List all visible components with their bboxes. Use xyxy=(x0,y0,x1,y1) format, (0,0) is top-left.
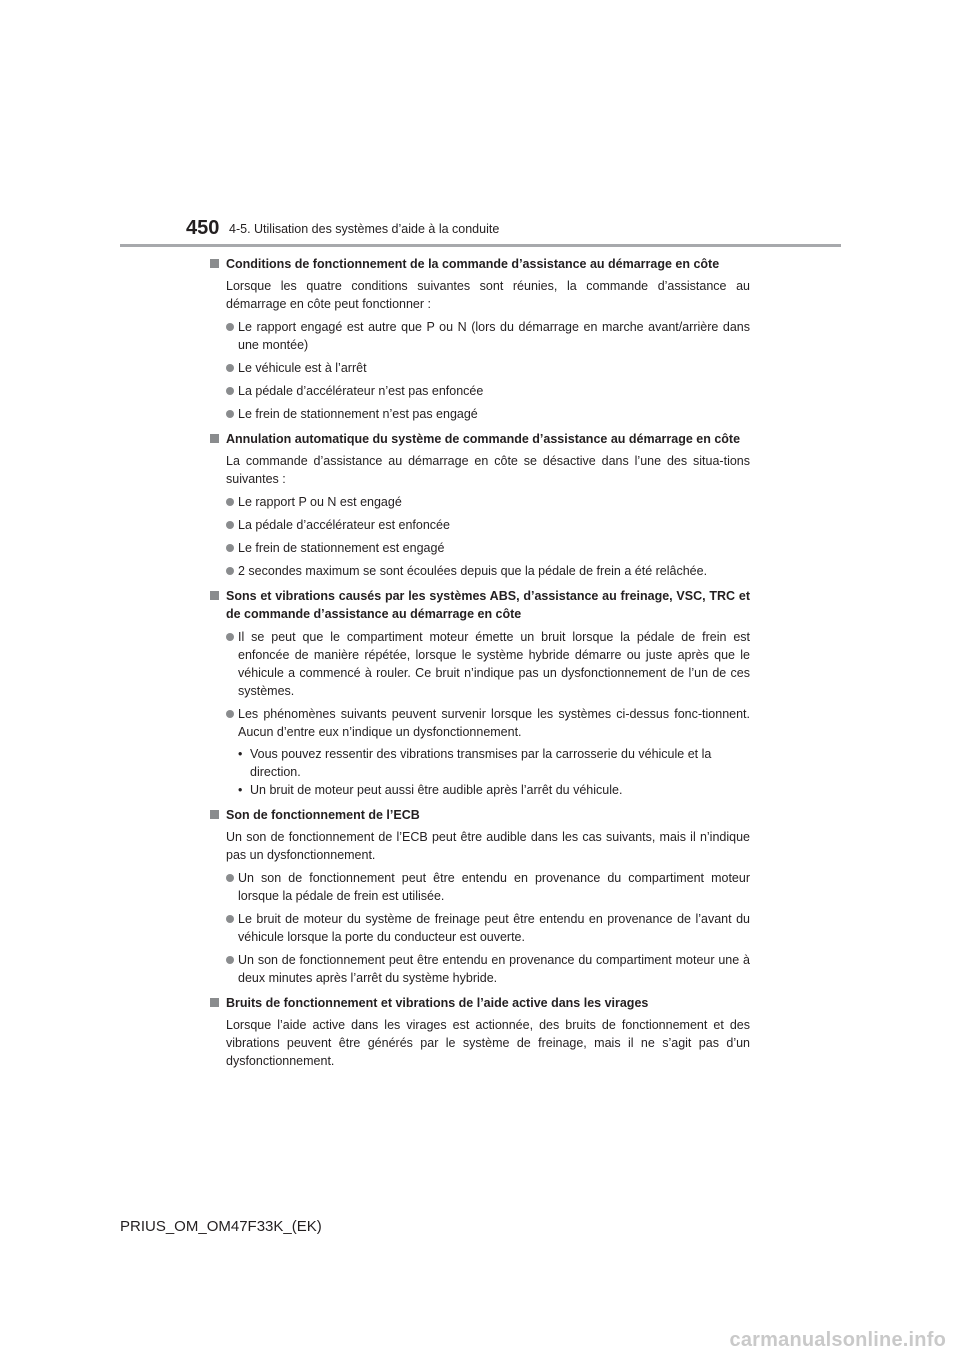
list-item-text: La pédale d’accélérateur n’est pas enfoncée xyxy=(238,384,484,398)
watermark: carmanualsonline.info xyxy=(729,1329,946,1351)
list-item xyxy=(226,869,750,905)
list-item xyxy=(226,382,750,400)
list-item-text: Le bruit de moteur du système de freinage peut être entendu en provenance de l’avant du véhicule lorsque la porte du conducteur est ouverte. xyxy=(238,912,750,944)
list-item-text: Un son de fonctionnement peut être entendu en provenance du compartiment moteur lorsque la pédale de frein est utilisée. xyxy=(238,871,750,903)
list-item xyxy=(226,705,750,741)
round-bullet-icon xyxy=(226,915,234,923)
list-item-text: Il se peut que le compartiment moteur émette un bruit lorsque la pédale de frein est enfoncée de manière répétée, lorsque le système hybride démarre ou juste après que le véhicule a commencé à rouler. Ce bruit n’indique pas un dysfonctionnement de l’un de ces systèmes. xyxy=(238,630,750,698)
square-bullet-icon xyxy=(210,259,219,268)
section-automatic-cancellation xyxy=(208,430,750,580)
round-bullet-icon xyxy=(226,498,234,506)
section-ecb-sound xyxy=(208,806,750,987)
list-item xyxy=(226,318,750,354)
round-bullet-icon xyxy=(226,323,234,331)
list-item xyxy=(226,910,750,946)
list-item-text: Le rapport engagé est autre que P ou N (lors du démarrage en marche avant/arrière dans une montée) xyxy=(238,320,750,352)
section-title: Son de fonctionnement de l’ECB xyxy=(226,808,420,822)
section-active-cornering-assist xyxy=(208,994,750,1070)
page-content xyxy=(208,255,750,1070)
chapter-title: 4-5. Utilisation des systèmes d’aide à la conduite xyxy=(229,222,500,236)
list-item xyxy=(226,562,750,580)
round-bullet-icon xyxy=(226,874,234,882)
list-item xyxy=(226,628,750,700)
list-item xyxy=(226,405,750,423)
list-item xyxy=(226,516,750,534)
square-bullet-icon xyxy=(210,434,219,443)
round-bullet-icon xyxy=(226,544,234,552)
header-rule xyxy=(120,244,841,247)
section-sounds-and-vibrations xyxy=(208,587,750,799)
list-item-text: Un son de fonctionnement peut être entendu en provenance du compartiment moteur une à deux minutes après l’arrêt du système hybride. xyxy=(238,953,750,985)
list-item xyxy=(226,539,750,557)
round-bullet-icon xyxy=(226,410,234,418)
round-bullet-icon xyxy=(226,633,234,641)
section-intro: Lorsque l’aide active dans les virages est actionnée, des bruits de fonctionnement et des vibrations peuvent être générés par le système de freinage, mais il ne s’agit pas d’un dysfonctionnement. xyxy=(226,1018,750,1068)
sub-list-item-text: Un bruit de moteur peut aussi être audible après l’arrêt du véhicule. xyxy=(250,783,623,797)
section-intro: La commande d’assistance au démarrage en côte se désactive dans l’une des situa-tions suivantes : xyxy=(226,454,750,486)
list-item xyxy=(226,493,750,511)
section-intro: Lorsque les quatre conditions suivantes sont réunies, la commande d’assistance au démarrage en côte peut fonctionner : xyxy=(226,279,750,311)
round-bullet-icon xyxy=(226,956,234,964)
list-item-text: 2 secondes maximum se sont écoulées depuis que la pédale de frein a été relâchée. xyxy=(238,564,708,578)
section-title: Annulation automatique du système de commande d’assistance au démarrage en côte xyxy=(226,432,741,446)
dot-bullet-icon: • xyxy=(238,783,243,797)
round-bullet-icon xyxy=(226,567,234,575)
round-bullet-icon xyxy=(226,364,234,372)
list-item-text: La pédale d’accélérateur est enfoncée xyxy=(238,518,450,532)
square-bullet-icon xyxy=(210,810,219,819)
dot-bullet-icon: • xyxy=(238,747,243,761)
sub-list-item xyxy=(226,781,750,799)
section-title: Sons et vibrations causés par les systèmes ABS, d’assistance au freinage, VSC, TRC et de commande d’assistance au démarrage en côte xyxy=(226,589,750,621)
list-item xyxy=(226,951,750,987)
round-bullet-icon xyxy=(226,521,234,529)
list-item-text: Le rapport P ou N est engagé xyxy=(238,495,402,509)
page-number: 450 xyxy=(186,217,220,239)
document-code: PRIUS_OM_OM47F33K_(EK) xyxy=(120,1218,322,1235)
round-bullet-icon xyxy=(226,710,234,718)
section-title: Conditions de fonctionnement de la commande d’assistance au démarrage en côte xyxy=(226,257,720,271)
square-bullet-icon xyxy=(210,591,219,600)
square-bullet-icon xyxy=(210,998,219,1007)
list-item-text: Le frein de stationnement est engagé xyxy=(238,541,445,555)
list-item-text: Le véhicule est à l’arrêt xyxy=(238,361,367,375)
list-item-text: Le frein de stationnement n’est pas engagé xyxy=(238,407,478,421)
list-item-text: Les phénomènes suivants peuvent survenir lorsque les systèmes ci-dessus fonc-tionnent. Aucun d’entre eux n’indique un dysfonctionnement. xyxy=(238,707,750,739)
section-intro: Un son de fonctionnement de l’ECB peut être audible dans les cas suivants, mais il n’indique pas un dysfonctionnement. xyxy=(226,830,750,862)
section-title: Bruits de fonctionnement et vibrations de l’aide active dans les virages xyxy=(226,996,649,1010)
section-hill-start-conditions xyxy=(208,255,750,423)
list-item xyxy=(226,359,750,377)
sub-list-item-text: Vous pouvez ressentir des vibrations transmises par la carrosserie du véhicule et la direction. xyxy=(250,747,712,779)
sub-list-item xyxy=(226,745,750,781)
round-bullet-icon xyxy=(226,387,234,395)
